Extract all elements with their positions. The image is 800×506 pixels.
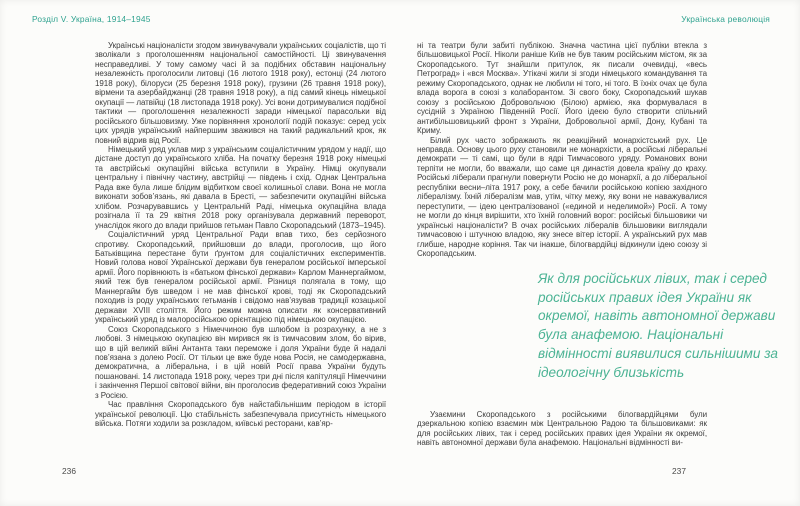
paragraph: Час правління Скоропадського був найстабільнішим періодом в історії української революції. Цю стабільність забезпечувала присутність німецького війська. Потяги ходили за розкладом, київські ресторани, кав’яр- (95, 400, 386, 429)
left-page-text-column (95, 41, 386, 429)
paragraph: Білий рух часто зображають як реакційний монархістський рух. Це неправда. Основу цього руху становили не монархісти, а російські ліберальні демократи — ті самі, що були в ядрі Тимчасового уряду. Романових вони терпіти не могли, бо вважали, що саме ця династія довела країну до краху. Російські ліберали прагнули повернути Росію не до монархії, а до ліберальної республіки весни–літа 1917 року, а себе бачили російською копією західного лібералізму. Їхній лібералізм мав, утім, чітку межу, яку вони не наважувалися переступити, — ідею централізованої («единой и неделимой») Росії. А тому не могли до кінця вирішити, хто їхній головний ворог: російські більшовики чи українські націоналісти? В очах російських лібералів більшовики виглядали тимчасовою і штучною владою, яку знесе вітер історії. А український рух мав глибше, народне коріння. Так чи інакше, білогвардійці відкинули ідею союзу зі Скоропадським. (417, 135, 707, 258)
running-header-left: Розділ V. Україна, 1914–1945 (32, 14, 151, 24)
paragraph: Українські націоналісти згодом звинувачували українських соціалістів, що ті зволікали з проголошенням національної самостійності. Ці звинувачення несправедливі. У тому самому часі й за подібних обставин національну незалежність проголосили литовці (16 лютого 1918 року), естонці (24 лютого 1918 року), білоруси (25 березня 1918 року), грузини (26 травня 1918 року), вірмени та азербайджанці (28 травня 1918 року), а під самий кінець німецької окупації — латвійці (18 листопада 1918 року). Усі вони дотримувалися подібної тактики — проголошення незалежності заради німецької парасольки від російського більшовизму. Уже порівняння хронології подій показує: серед усіх цих урядів український найпершим зважився на такий радикальний крок, як повний відрив від Росії. (95, 41, 386, 145)
paragraph: ні та театри були забиті публікою. Значна частина цієї публіки втекла з більшовицької Росії. Ніколи раніше Київ не був таким російським містом, як за Скоропадського. Тут знайшли притулок, як писали очевидці, «весь Петроград» і «вся Москва». Утікачі жили зі згоди німецького командування та режиму Скоропадського, однак не любили ні того, ні того. В їхніх очах це була влада ворога в союзі з колаборантом. Зі свого боку, Скоропадський шукав союзу з російською Добровольчою (Білою) армією, яка формувалася в сусідній з Україною Південній Росії. Його ідеєю було створити спільний антибільшовицький фронт з України, Добровольчої армії, Дону, Кубані та Криму. (417, 41, 707, 136)
right-page-text-column (417, 41, 707, 258)
pull-quote: Як для російських лівих, так і серед російських правих ідея України як окремої, навіть автономної держави була анафемою. Національні відмінності виявилися сильнішими за ідеологічну близькість (538, 271, 778, 380)
running-header-right: Українська революція (681, 14, 770, 24)
paragraph: Німецький уряд уклав мир з українським соціалістичним урядом у надії, що дістане доступ до українського хліба. На початку березня 1918 року німецькі та австрійські окупаційні війська вступили в Україну. Німці окупували центральну і північну частину, австрійці — південь і схід. Однак Центральна Рада вже була лише блідим відбитком своєї колишньої слави. Вона не могла виконати зобов’язань, які давала в Бресті, — забезпечити окупаційні війська хлібом. Розчарувавшись у Центральній Раді, німецька окупаційна влада розігнала її та 29 квітня 2018 року організувала державний переворот, унаслідок якого до влади прийшов гетьман Павло Скоропадський (1873–1945). (95, 144, 386, 230)
page-number-right: 237 (672, 466, 686, 476)
paragraph: Союз Скоропадського з Німеччиною був шлюбом із розрахунку, а не з любові. З німецькою окупацією він мирився як із тимчасовим злом, бо вірив, що в цій великій війні Антанта таки переможе і доля України буде й надалі пов’язана з долею Росії. От тільки це вже буде нова Росія, не самодержавна, демократична, а ліберальна, і в цій новій Росії права України будуть пошановані. 14 листопада 1918 року, через три дні після капітуляції Німеччини і закінчення Першої світової війни, він проголосив федеративний союз України з Росією. (95, 324, 386, 400)
paragraph: Соціалістичний уряд Центральної Ради впав тихо, без серйозного спротиву. Скоропадський, прийшовши до влади, проголосив, що його Батьківщина перестане бути ґрунтом для соціалістичних експериментів. Новий голова нової Української держави був генералом російської імперської армії. Його порівнюють із «батьком фінської держави» Карлом Маннергаймом, який теж був генералом російської армії. Різниця полягала в тому, що Маннергайм був шведом і не мав фінської крові, тоді як Скоропадський походив із роду українських гетьманів і свідомо нав’язував традиції козацької держави XVIII століття. Його режим можна описати як консервативний український уряд із малоросійською орієнтацією під німецькою окупацією. (95, 230, 386, 325)
page-number-left: 236 (62, 466, 76, 476)
right-page-closing-text (417, 410, 707, 448)
paragraph: Узаємини Скоропадського з російськими білогвардійцями були дзеркальною копією взаємин між Центральною Радою та більшовиками: як для російських лівих, так і серед російських правих ідея України як окремої, навіть автономної держави була анафемою. Національні відмінності ви- (417, 410, 707, 448)
